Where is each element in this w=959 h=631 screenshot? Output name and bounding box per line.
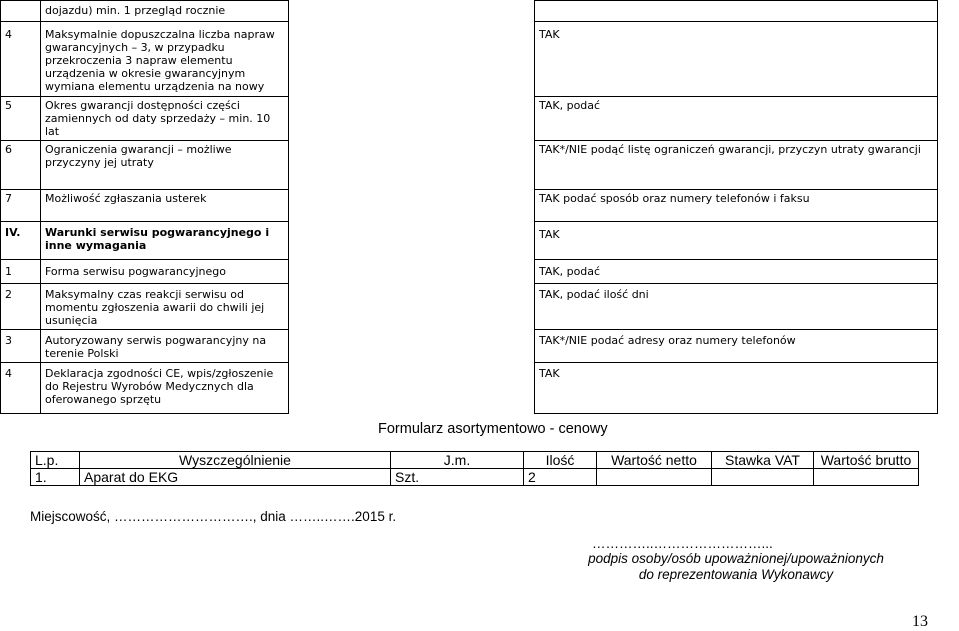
- page-number: 13: [912, 613, 928, 630]
- cell: [535, 1, 938, 22]
- cell-blank: [289, 222, 535, 260]
- signature-caption: [586, 551, 886, 583]
- header-gross-value: Wartość brutto: [814, 452, 919, 469]
- section-row: [1, 222, 938, 260]
- row-num: 4: [1, 363, 41, 414]
- row-num: 7: [1, 190, 41, 222]
- cell-blank: [289, 22, 535, 97]
- header-quantity: Ilość: [524, 452, 597, 469]
- table-row: [1, 260, 938, 284]
- row-num: 1: [1, 260, 41, 284]
- row-desc: Autoryzowany serwis pogwarancyjny na terenie Polski: [41, 330, 289, 363]
- cell-blank: [289, 330, 535, 363]
- cell-gross-value[interactable]: [814, 469, 919, 486]
- cell-net-value[interactable]: [597, 469, 712, 486]
- table-row: [1, 22, 938, 97]
- row-num: 3: [1, 330, 41, 363]
- cell-blank: [289, 363, 535, 414]
- table-row: [31, 469, 919, 486]
- header-lp: L.p.: [31, 452, 80, 469]
- row-desc: Maksymalny czas reakcji serwisu od momentu zgłoszenia awarii do chwili jej usunięcia: [41, 284, 289, 330]
- row-answer: TAK podać sposób oraz numery telefonów i faksu: [535, 190, 938, 222]
- header-net-value: Wartość netto: [597, 452, 712, 469]
- section-num: IV.: [1, 222, 41, 260]
- row-answer: TAK, podać ilość dni: [535, 284, 938, 330]
- table-header-row: [31, 452, 919, 469]
- table-row: [1, 363, 938, 414]
- cell: [1, 1, 41, 22]
- row-num: 5: [1, 97, 41, 141]
- place-date-line: Miejscowość, …………………………., dnia ……..…….2015 r.: [30, 509, 397, 524]
- row-answer: TAK, podać: [535, 97, 938, 141]
- row-answer: TAK*/NIE podać adresy oraz numery telefonów: [535, 330, 938, 363]
- row-desc: Maksymalnie dopuszczalna liczba napraw gwarancyjnych – 3, w przypadku przekroczenia 3 napraw elementu urządzenia w okresie gwarancyjnym wymiana elementu urządzenia na nowy: [41, 22, 289, 97]
- row-desc: Ograniczenia gwarancji – możliwe przyczyny jej utraty: [41, 141, 289, 190]
- row-num: 2: [1, 284, 41, 330]
- table-row: [1, 1, 938, 22]
- row-desc: Forma serwisu pogwarancyjnego: [41, 260, 289, 284]
- row-num: 4: [1, 22, 41, 97]
- row-answer: TAK: [535, 222, 938, 260]
- cell-blank: [289, 141, 535, 190]
- row-answer: TAK: [535, 363, 938, 414]
- signature-dots: …………..……………………...: [592, 536, 773, 551]
- cell-blank: [289, 284, 535, 330]
- cell-blank: [289, 190, 535, 222]
- cell-desc: dojazdu) min. 1 przegląd rocznie: [41, 1, 289, 22]
- signature-line-1: podpis osoby/osób upoważnionej/upoważnionych: [588, 551, 884, 566]
- table-row: [1, 141, 938, 190]
- cell-blank: [289, 1, 535, 22]
- table-row: [1, 284, 938, 330]
- header-description: Wyszczególnienie: [80, 452, 391, 469]
- cell-blank: [289, 260, 535, 284]
- table-row: [1, 190, 938, 222]
- cell-vat-rate[interactable]: [712, 469, 814, 486]
- section-title: Warunki serwisu pogwarancyjnego i inne wymagania: [41, 222, 289, 260]
- row-desc: Deklaracja zgodności CE, wpis/zgłoszenie do Rejestru Wyrobów Medycznych dla oferowanego sprzętu: [41, 363, 289, 414]
- row-answer: TAK: [535, 22, 938, 97]
- table-row: [1, 97, 938, 141]
- table-row: [1, 330, 938, 363]
- cell-description: Aparat do EKG: [80, 469, 391, 486]
- row-answer: TAK, podać: [535, 260, 938, 284]
- price-form-table: [30, 451, 919, 486]
- form-title: Formularz asortymentowo - cenowy: [378, 421, 608, 437]
- cell-blank: [289, 97, 535, 141]
- cell-lp: 1.: [31, 469, 80, 486]
- header-unit: J.m.: [391, 452, 524, 469]
- row-desc: Okres gwarancji dostępności części zamiennych od daty sprzedaży – min. 10 lat: [41, 97, 289, 141]
- cell-unit: Szt.: [391, 469, 524, 486]
- row-num: 6: [1, 141, 41, 190]
- row-desc: Możliwość zgłaszania usterek: [41, 190, 289, 222]
- cell-quantity: 2: [524, 469, 597, 486]
- header-vat-rate: Stawka VAT: [712, 452, 814, 469]
- signature-line-2: do reprezentowania Wykonawcy: [638, 567, 834, 582]
- row-answer: TAK*/NIE podąć listę ograniczeń gwarancji, przyczyn utraty gwarancji: [535, 141, 938, 190]
